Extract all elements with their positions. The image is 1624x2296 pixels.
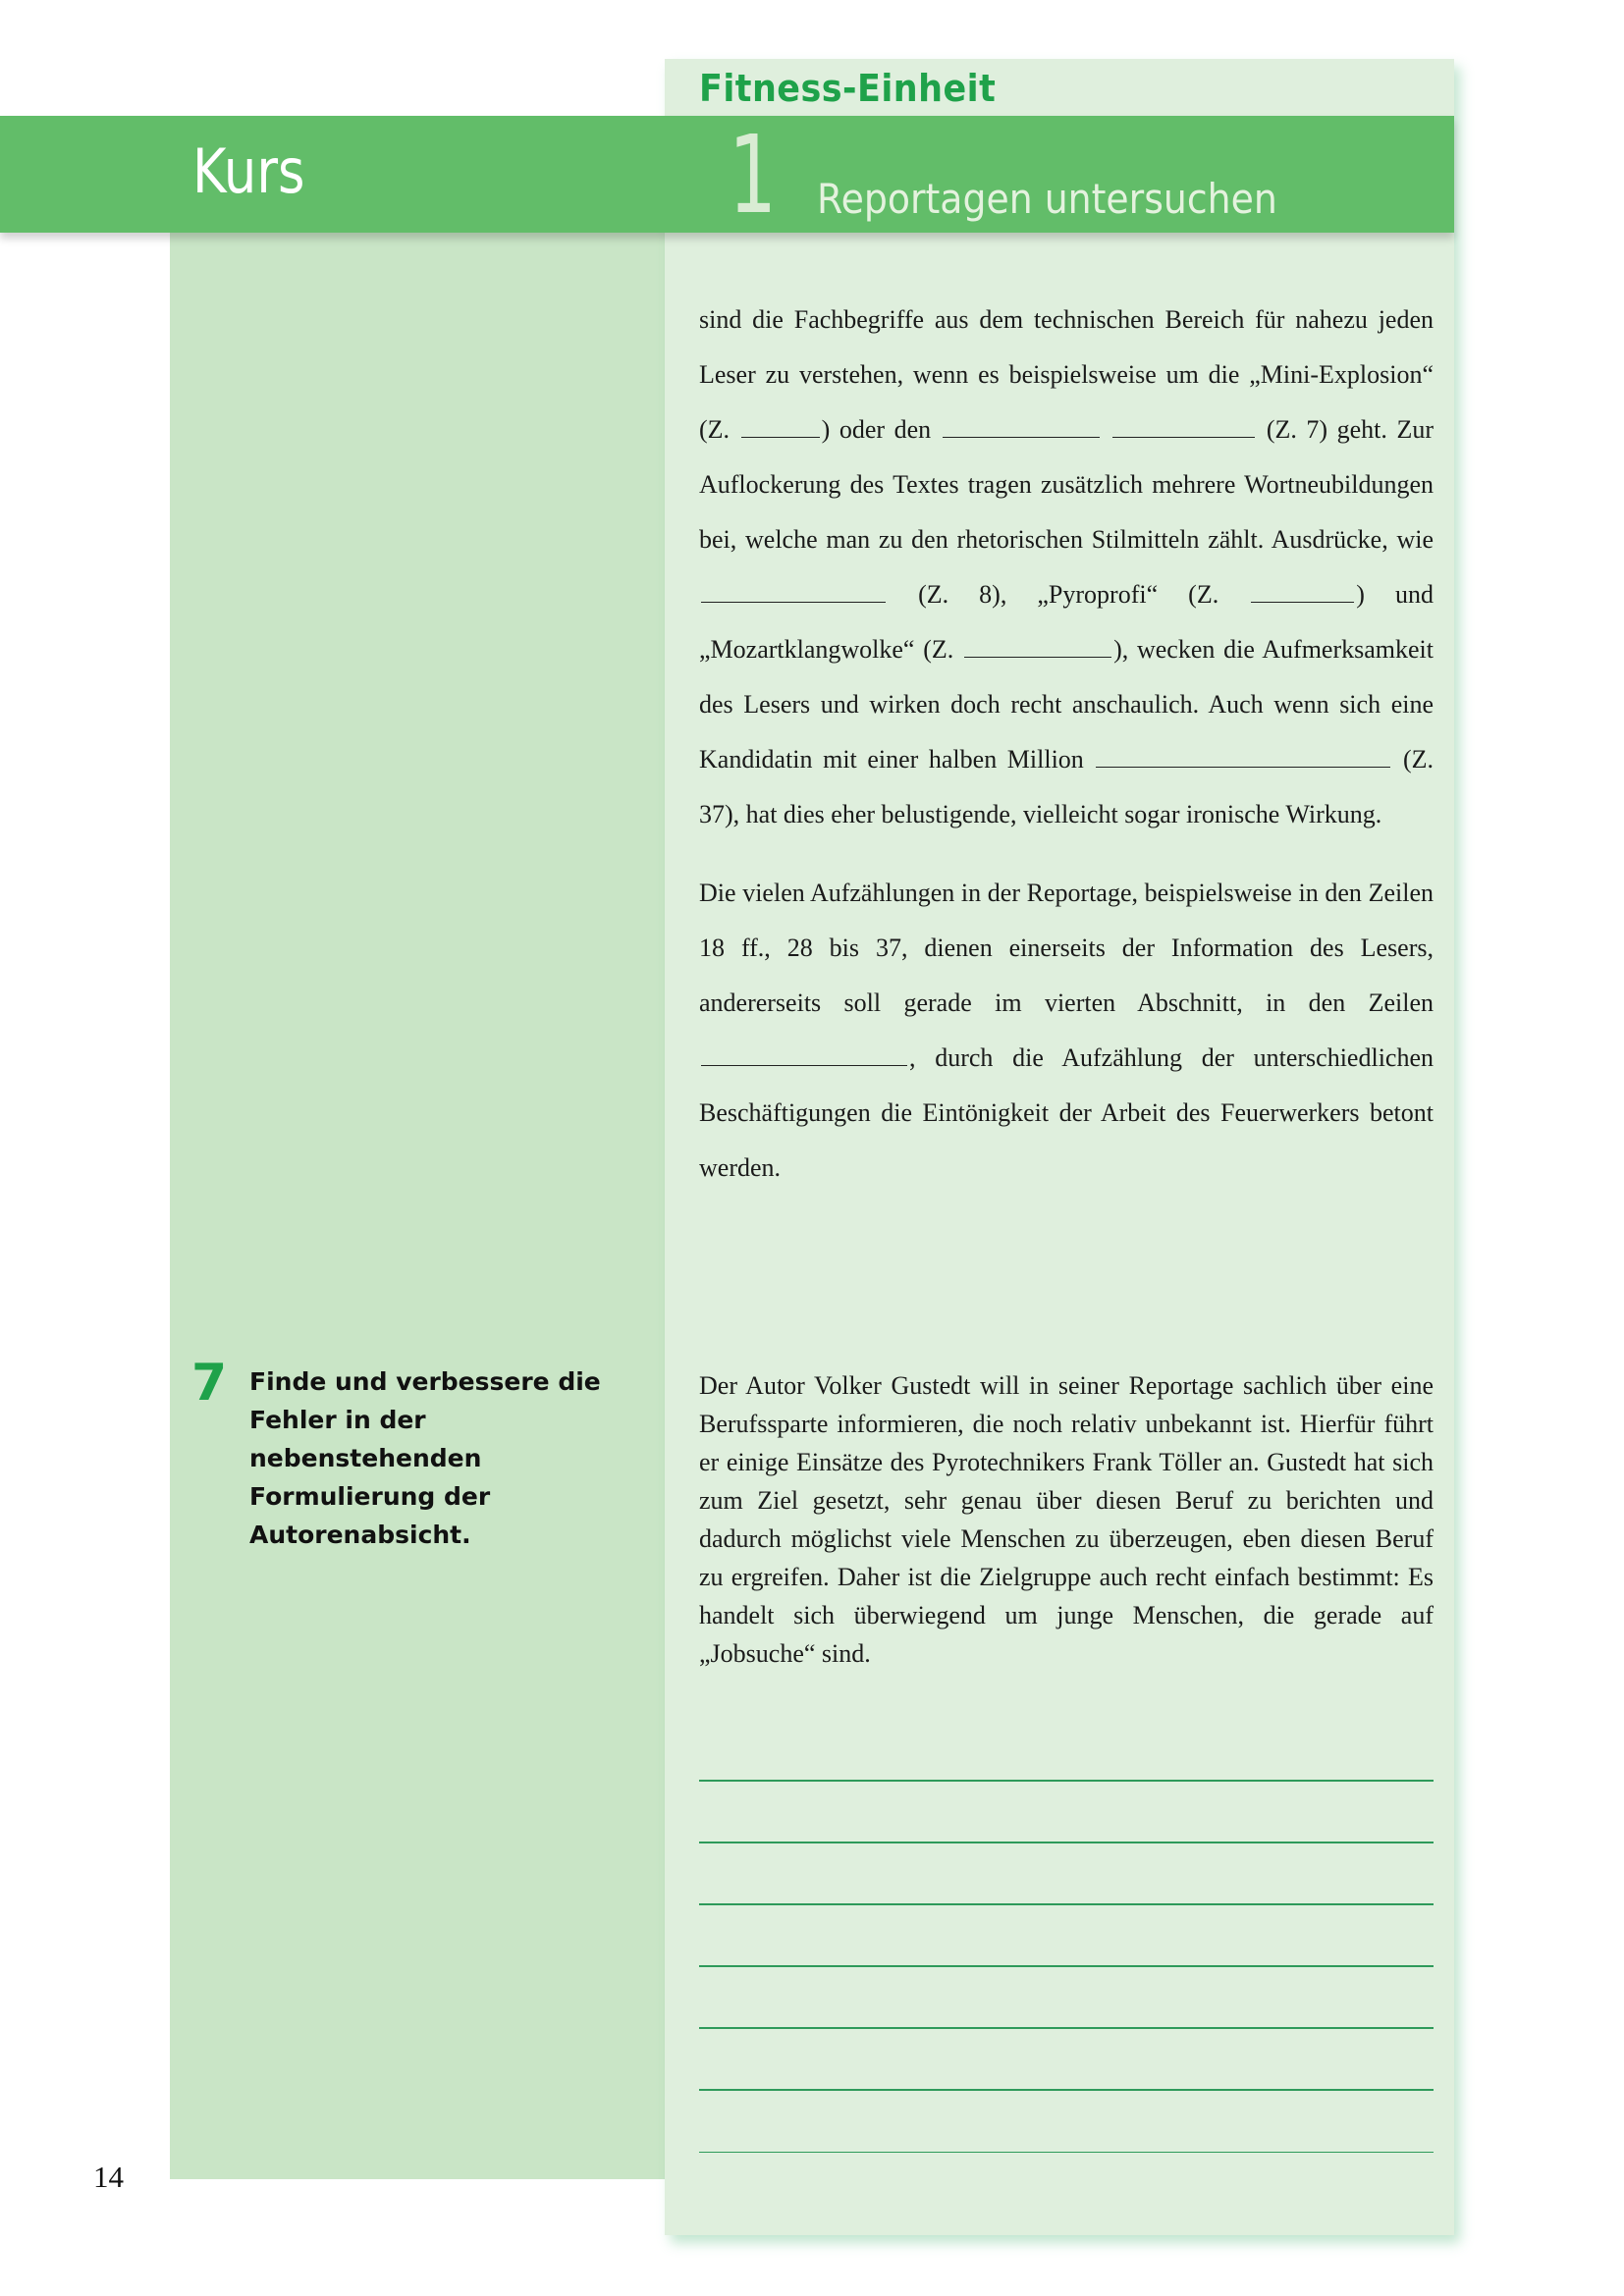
blank-field-million-phrase[interactable]: [1096, 737, 1390, 768]
text-segment: , durch die Aufzählung der unterschiedlichen Beschäftigungen die Eintönigkeit der Arbeit des Feuerwerkers betont werden.: [699, 1043, 1434, 1182]
text-segment: (Z. 8), „Pyroprofi“ (Z.: [918, 580, 1219, 609]
text-segment: ) oder den: [821, 415, 932, 444]
answer-line-3[interactable]: [699, 1903, 1434, 1905]
course-title: Kurs: [192, 135, 305, 207]
blank-field-mini-explosion-line[interactable]: [741, 407, 820, 438]
blank-field-term-1[interactable]: [943, 407, 1100, 438]
answer-line-7[interactable]: [699, 2152, 1434, 2154]
text-segment: ) und „Mozartklangwolke“ (Z.: [699, 580, 1434, 664]
task-instruction: Finde und verbessere die Fehler in der nebenstehenden Formulierung der Autorenabsicht.: [249, 1367, 601, 1549]
text-segment: sind die Fachbegriffe aus dem technischen Bereich für nahezu jeden Leser zu verstehen, wenn es beispielsweise um die „Mini-Explosion“ (Z.: [699, 305, 1434, 444]
blank-field-mozartklangwolke-line[interactable]: [964, 627, 1111, 658]
answer-lines: [699, 1780, 1434, 2214]
answer-line-4[interactable]: [699, 1965, 1434, 1967]
answer-line-1[interactable]: [699, 1780, 1434, 1782]
unit-label: Fitness-Einheit: [699, 67, 997, 110]
blank-field-lines-range[interactable]: [701, 1036, 907, 1066]
answer-line-6[interactable]: [699, 2089, 1434, 2091]
unit-title: Reportagen untersuchen: [817, 175, 1277, 223]
answer-line-5[interactable]: [699, 2027, 1434, 2029]
text-segment: Die vielen Aufzählungen in der Reportage, beispielsweise in den Zeilen 18 ff., 28 bis 37, dienen einerseits der Information des Lesers, andererseits soll gerade im vierten Abschnitt, in den Zeilen: [699, 879, 1434, 1017]
text-segment: (Z. 7) geht. Zur Auflockerung des Textes tragen zusätzlich mehrere Wortneubildungen bei, welche man zu den rhetorischen Stilmitteln zählt. Ausdrücke, wie: [699, 415, 1434, 554]
page-number: 14: [93, 2160, 124, 2194]
cloze-text: [699, 293, 1434, 1196]
author-intent-statement: Der Autor Volker Gustedt will in seiner Reportage sachlich über eine Berufssparte informieren, die noch relativ unbekannt ist. Hierfür führt er einige Einsätze des Pyrotechnikers Frank Töller an. Gustedt hat sich zum Ziel gesetzt, sehr genau über diesen Beruf zu berichten und dadurch möglichst viele Menschen zu überzeugen, eben diesen Beruf zu ergreifen. Daher ist die Zielgruppe auch recht einfach bestimmt: Es handelt sich überwiegend um junge Menschen, die gerade auf „Jobsuche“ sind.: [699, 1371, 1434, 1668]
text-segment: ), wecken die Aufmerksamkeit des Lesers und wirken doch recht anschaulich. Auch wenn sich eine Kandidatin mit einer halben Million: [699, 635, 1434, 774]
cloze-paragraph-1: [699, 293, 1434, 842]
unit-number: 1: [729, 112, 777, 238]
cloze-paragraph-2: [699, 866, 1434, 1196]
left-sidebar-panel: [170, 233, 665, 2179]
text-segment: (Z. 37), hat dies eher belustigende, vielleicht sogar ironische Wirkung.: [699, 745, 1434, 828]
task-number: 7: [191, 1354, 228, 1413]
blank-field-term-1-cont[interactable]: [1112, 407, 1255, 438]
blank-field-expression[interactable]: [701, 572, 886, 603]
blank-field-pyroprofi-line[interactable]: [1251, 572, 1354, 603]
answer-line-2[interactable]: [699, 1842, 1434, 1843]
